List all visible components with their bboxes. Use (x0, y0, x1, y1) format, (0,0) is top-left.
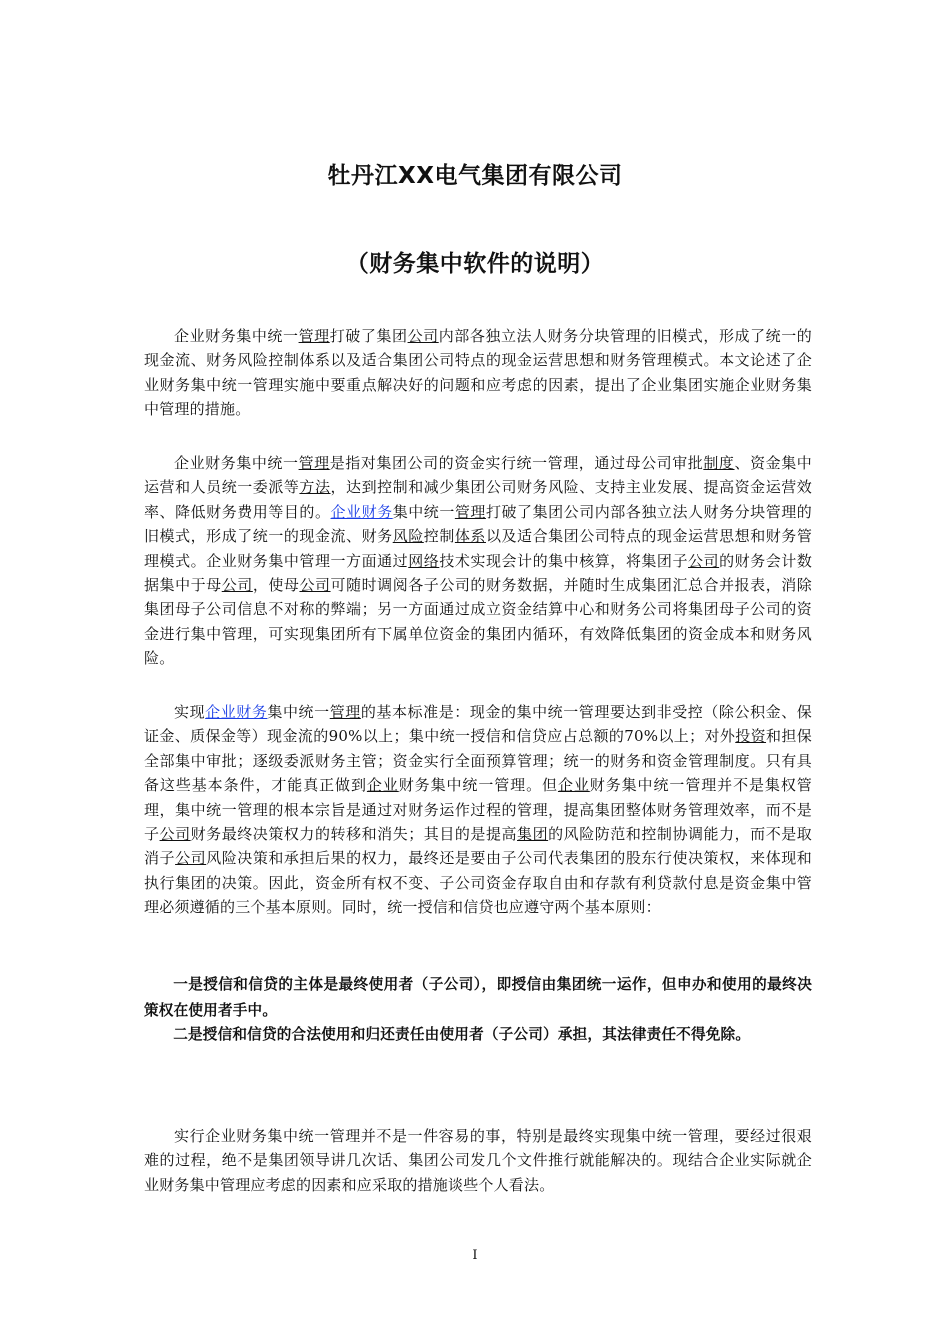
text-run: 风险决策和承担后果的权力，最终还是要由子公司代表集团的股东行使决策权，来体现和执行集团的决策。因此，资金所有权不变、子公司资金存取自由和存款有利贷款付息是资金集中管理必须遵循的三个基本原则。同时，统一授信和信贷也应遵守两个基本原则： (144, 849, 812, 917)
link-gongsi[interactable]: 公司 (407, 327, 439, 345)
page-number: I (472, 1248, 478, 1263)
text-run: 以及适合集团公司特点的现金运营思想和财务管理模式。企业财务集中管理一方面通过 (144, 527, 813, 570)
text-run: 的财务会计数据集中于母 (144, 551, 813, 595)
link-qiye[interactable]: 企业 (366, 776, 399, 795)
text-run: 财务最终决策权力的转移和消失；其目的是提高 (190, 825, 518, 844)
link-gongsi[interactable]: 公司 (159, 825, 191, 844)
text-run: 打破了集团 (329, 327, 408, 345)
link-guanli[interactable]: 管理 (329, 703, 361, 721)
link-fangfa[interactable]: 方法 (299, 478, 331, 497)
text-run: 内部各独立法人财务分块管理的旧模式，形成了统一的现金流、财务风险控制体系以及适合集团公司特点的现金运营思想和财务管理模式。本文论述了企业财务集中统一管理实施中要重点解决好的问题和应考虑的因素，提出了企业集团实施企业财务集中管理的措施。 (144, 327, 812, 419)
document-subtitle: （财务集中软件的说明） (345, 251, 605, 277)
link-wangluo[interactable]: 网络 (408, 551, 440, 570)
paragraph-2 (144, 451, 812, 671)
text-run: 和担保全部集中审批；逐级委派财务主管；资金实行全面预算管理；统一的财务和资金管理制度。只有具备这些基本条件，才能真正做到 (144, 727, 812, 795)
text-run: 控制 (423, 527, 455, 546)
text-run: 的风险防范和控制协调能力，而不是取消子 (144, 825, 813, 868)
link-tixi[interactable]: 体系 (454, 527, 486, 546)
text-run: 企业财务集中统一 (174, 454, 299, 472)
document-title: 牡丹江XX电气集团有限公司 (327, 163, 623, 189)
link-gongsi[interactable]: 公司 (221, 576, 253, 595)
link-qiye-caiwu[interactable]: 企业财务 (330, 502, 393, 521)
text-run: 技术实现会计的集中核算，将集团子 (439, 551, 689, 570)
paragraph-conclusion: 实行企业财务集中统一管理并不是一件容易的事，特别是最终实现集中统一管理，要经过很艰难的过程，绝不是集团领导讲几次话、集团公司发几个文件推行就能解决的。现结合企业实际就企业财务集中管理应考虑的因素和应采取的措施谈些个人看法。 (144, 1127, 812, 1194)
link-qiye[interactable]: 企业 (557, 776, 590, 795)
link-gongsi[interactable]: 公司 (175, 849, 207, 868)
paragraph-1 (144, 324, 812, 422)
text-run: ，达到控制和减少集团公司财务风险、支持主业发展、提高资金运营效率、降低财务费用等目的。 (144, 478, 812, 521)
link-guanli[interactable]: 管理 (454, 502, 486, 521)
link-zhidu[interactable]: 制度 (703, 454, 735, 472)
text-run: 实现 (174, 703, 206, 721)
link-jituan[interactable]: 集团 (517, 825, 549, 844)
text-run: ，使母 (252, 576, 300, 595)
text-run: 企业财务集中统一 (174, 327, 299, 345)
link-gongsi[interactable]: 公司 (688, 551, 720, 570)
principle-one: 一是授信和信贷的主体是最终使用者（子公司），即授信由集团统一运作，但申办和使用的最终决策权在使用者手中。 (144, 976, 812, 1019)
text-run: 集中统一 (267, 703, 330, 721)
text-run: 打破了集团公司内部各独立法人财务分块管理的旧模式，形成了统一的现金流、财务 (144, 502, 812, 546)
text-run: 的基本标准是：现金的集中统一管理要达到非受控（除公积金、保证金、质保金等）现金流的90%以上；集中统一授信和信贷应占总额的70%以上；对外 (144, 703, 812, 746)
link-guanli[interactable]: 管理 (298, 327, 330, 345)
text-run: 集中统一 (392, 502, 455, 521)
link-guanli[interactable]: 管理 (298, 454, 330, 472)
text-run: 财务集中统一管理。但 (398, 776, 558, 795)
link-qiye-caiwu[interactable]: 企业财务 (205, 703, 268, 721)
link-fengxian[interactable]: 风险 (392, 527, 424, 546)
text-run: 可随时调阅各子公司的财务数据，并随时生成集团汇总合并报表，消除集团母子公司信息不对称的弊端；另一方面通过成立资金结算中心和财务公司将集团母子公司的资金进行集中管理，可实现集团所有下属单位资金的集团内循环，有效降低集团的资金成本和财务风险。 (144, 576, 812, 668)
principle-two: 二是授信和信贷的合法使用和归还责任由使用者（子公司）承担，其法律责任不得免除。 (173, 1026, 751, 1043)
text-run: 财务集中统一管理并不是集权管理，集中统一管理的根本宗旨是通过对财务运作过程的管理，提高集团整体财务管理效率，而不是子 (144, 776, 812, 844)
paragraph-3 (144, 700, 812, 920)
link-touzi[interactable]: 投资 (735, 727, 767, 746)
link-gongsi[interactable]: 公司 (299, 576, 331, 595)
text-run: 、资金集中运营和人员统一委派等 (144, 454, 812, 497)
text-run: 是指对集团公司的资金实行统一管理，通过母公司审批 (329, 454, 704, 472)
